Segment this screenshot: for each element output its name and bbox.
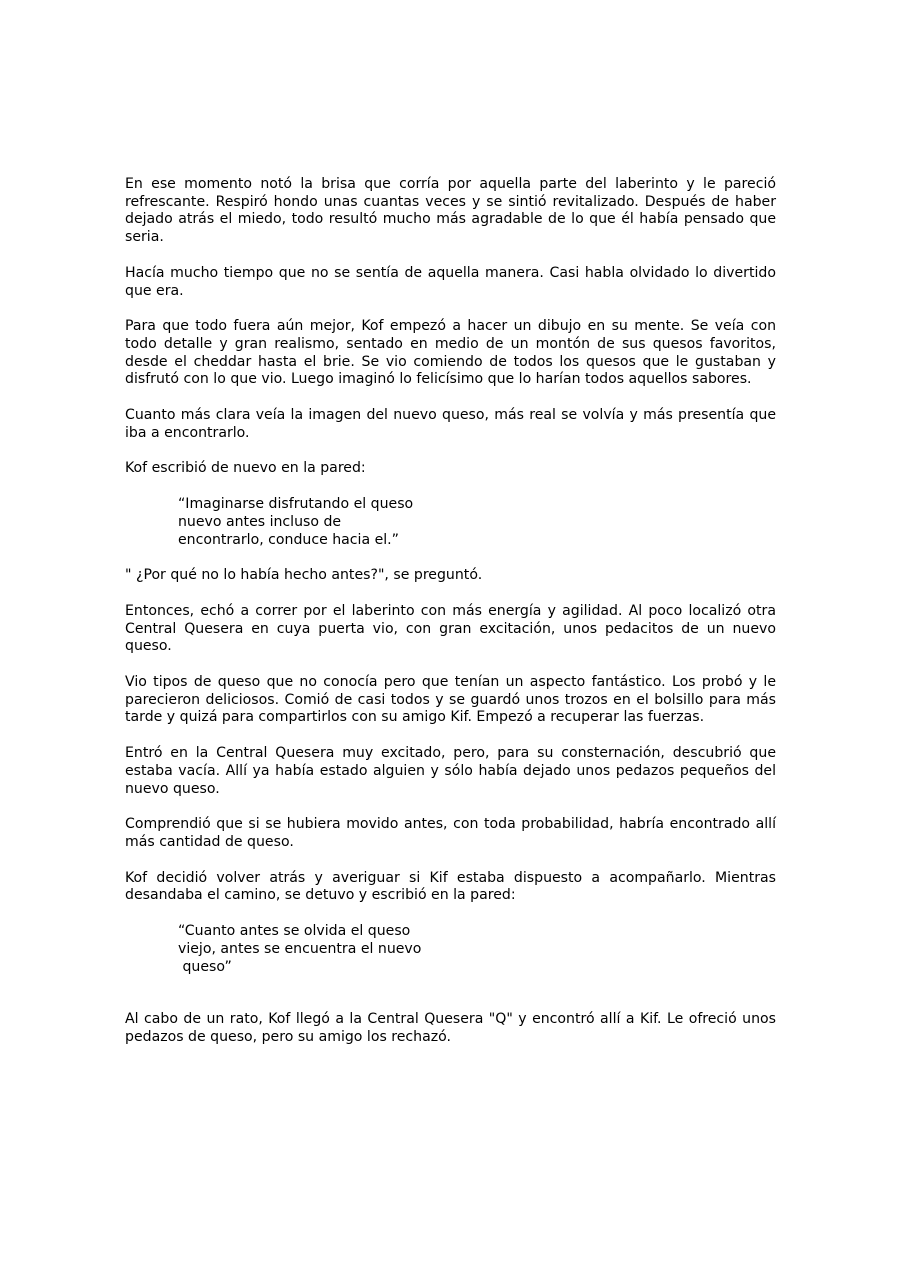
- paragraph-7: Entonces, echó a correr por el laberinto con más energía y agilidad. Al poco localizó otra Central Quesera en cuya puerta vio, con gran excitación, unos pedacitos de un nuevo queso.: [125, 602, 776, 655]
- paragraph-11: Kof decidió volver atrás y averiguar si Kif estaba dispuesto a acompañarlo. Mientras desandaba el camino, se detuvo y escribió en la pared:: [125, 869, 776, 904]
- wall-quote-1: [178, 496, 776, 549]
- quote-line: “Imaginarse disfrutando el queso: [178, 496, 414, 513]
- paragraph-12: Al cabo de un rato, Kof llegó a la Central Quesera "Q" y encontró allí a Kif. Le ofreció unos pedazos de queso, pero su amigo los rechazó.: [125, 1011, 776, 1045]
- document-body: [125, 176, 776, 1065]
- quote-line: “Cuanto antes se olvida el queso: [178, 923, 411, 940]
- quote-line: viejo, antes se encuentra el nuevo: [178, 940, 422, 957]
- paragraph-5: Kof escribió de nuevo en la pared:: [125, 460, 366, 477]
- paragraph-3: Para que todo fuera aún mejor, Kof empezó a hacer un dibujo en su mente. Se veía con todo detalle y gran realismo, sentado en medio de un montón de sus quesos favoritos, desde el cheddar hasta el brie. Se vio comiendo de todos los quesos que le gustaban y disfrutó con lo que vio. Luego imaginó lo felicísimo que lo harían todos aquellos sabores.: [125, 318, 776, 388]
- quote-line: queso”: [178, 958, 232, 975]
- quote-line: encontrarlo, conduce hacia el.”: [178, 531, 399, 548]
- paragraph-6: " ¿Por qué no lo había hecho antes?", se preguntó.: [125, 567, 483, 584]
- paragraph-10: Comprendió que si se hubiera movido antes, con toda probabilidad, habría encontrado allí más cantidad de queso.: [125, 816, 776, 850]
- wall-quote-2: [178, 923, 776, 976]
- paragraph-8: Vio tipos de queso que no conocía pero que tenían un aspecto fantástico. Los probó y le parecieron deliciosos. Comió de casi todos y se guardó unos trozos en el bolsillo para más tarde y quizá para compartirlos con su amigo Kif. Empezó a recuperar las fuerzas.: [125, 674, 776, 726]
- paragraph-1: En ese momento notó la brisa que corría por aquella parte del laberinto y le pareció refrescante. Respiró hondo unas cuantas veces y se sintió revitalizado. Después de haber dejado atrás el miedo, todo resultó mucho más agradable de lo que él había pensado que seria.: [125, 176, 776, 246]
- quote-line: nuevo antes incluso de: [178, 513, 342, 530]
- paragraph-4: Cuanto más clara veía la imagen del nuevo queso, más real se volvía y más presentía que iba a encontrarlo.: [125, 407, 776, 441]
- paragraph-2: Hacía mucho tiempo que no se sentía de aquella manera. Casi habla olvidado lo divertido que era.: [125, 264, 776, 299]
- paragraph-9: Entró en la Central Quesera muy excitado, pero, para su consternación, descubrió que estaba vacía. Allí ya había estado alguien y sólo había dejado unos pedazos pequeños del nuevo queso.: [125, 745, 776, 797]
